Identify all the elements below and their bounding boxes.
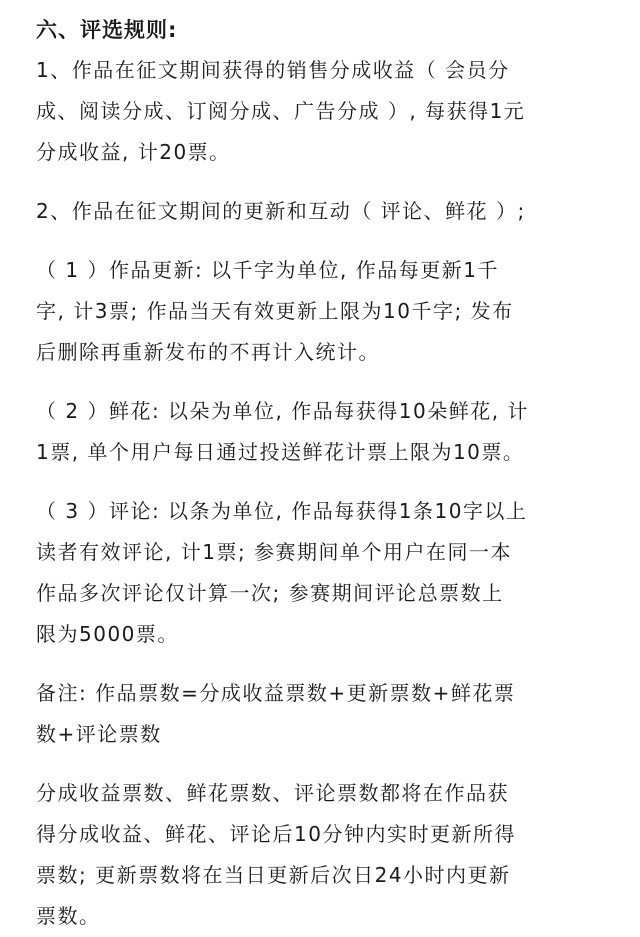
rule-item-1-line-1: （ 1 ）作品更新: 以千字为单位, 作品每更新1千	[36, 258, 499, 282]
spacer	[36, 373, 616, 391]
rule-item-3-line-3: 作品多次评论仅计算一次; 参赛期间评论总票数上	[36, 581, 504, 605]
rule-item-3	[36, 491, 616, 655]
rule-1-line-3: 分成收益, 计20票。	[36, 140, 231, 164]
spacer	[36, 232, 616, 250]
timing-line-1: 分成收益票数、鲜花票数、评论票数都将在作品获	[36, 781, 509, 805]
rule-item-1-line-2: 字, 计3票; 作品当天有效更新上限为10千字; 发布	[36, 299, 514, 323]
rule-1	[36, 50, 616, 173]
timing-paragraph	[36, 773, 616, 937]
rule-2	[36, 191, 616, 232]
note	[36, 673, 616, 755]
rule-item-2-line-2: 1票, 单个用户每日通过投送鲜花计票上限为10票。	[36, 440, 525, 464]
rule-2-line-1: 2、作品在征文期间的更新和互动（ 评论、鲜花 ）;	[36, 199, 526, 223]
rule-item-3-line-1: （ 3 ）评论: 以条为单位, 作品每获得1条10字以上	[36, 499, 528, 523]
rule-item-1-line-3: 后删除再重新发布的不再计入统计。	[36, 340, 380, 364]
timing-line-2: 得分成收益、鲜花、评论后10分钟内实时更新所得	[36, 822, 516, 846]
rule-item-3-line-2: 读者有效评论, 计1票; 参赛期间单个用户在同一本	[36, 540, 513, 564]
spacer	[36, 173, 616, 191]
document-body	[36, 10, 616, 937]
rule-item-2-line-1: （ 2 ）鲜花: 以朵为单位, 作品每获得10朵鲜花, 计	[36, 399, 529, 423]
rule-1-line-1: 1、作品在征文期间获得的销售分成收益（ 会员分	[36, 58, 510, 82]
spacer	[36, 473, 616, 491]
note-line-1: 备注: 作品票数=分成收益票数+更新票数+鲜花票	[36, 681, 516, 705]
rule-item-1	[36, 250, 616, 373]
rule-item-2	[36, 391, 616, 473]
rule-item-3-line-4: 限为5000票。	[36, 622, 179, 646]
spacer	[36, 655, 616, 673]
note-line-2: 数+评论票数	[36, 722, 162, 746]
timing-line-4: 票数。	[36, 904, 101, 928]
rule-1-line-2: 成、阅读分成、订阅分成、广告分成 ）, 每获得1元	[36, 99, 526, 123]
timing-line-3: 票数; 更新票数将在当日更新后次日24小时内更新	[36, 863, 511, 887]
spacer	[36, 755, 616, 773]
section-heading: 六、评选规则:	[36, 18, 178, 42]
